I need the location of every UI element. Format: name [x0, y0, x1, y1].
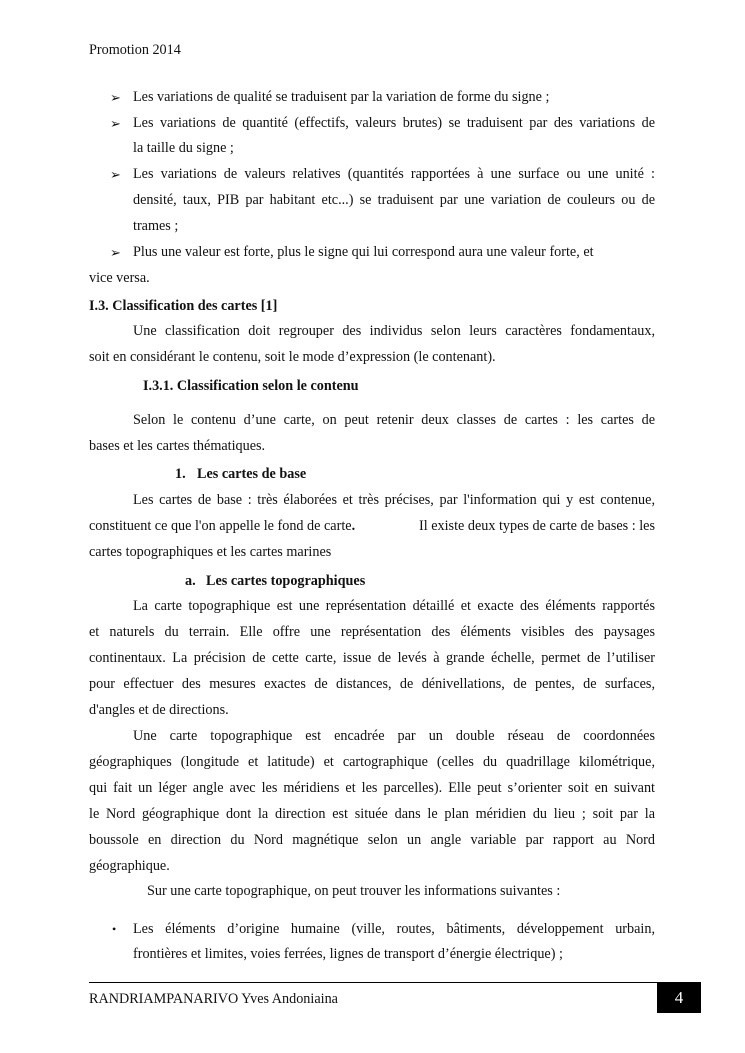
paragraph-line: La carte topographique est une représentation détaillé et exacte des éléments rapportés — [133, 598, 655, 614]
bold-period: . — [351, 518, 356, 534]
lettered-heading: Les cartes topographiques — [206, 573, 366, 589]
list-item-continuation: densité, taux, PIB par habitant etc...) se traduisent par une variation de couleurs ou de — [133, 192, 655, 208]
paragraph-line: Une classification doit regrouper des individus selon leurs caractères fondamentaux, — [133, 323, 655, 339]
page-number: 4 — [657, 983, 701, 1013]
paragraph-fragment: Il existe deux types de carte de bases : les — [419, 518, 655, 534]
page-header: Promotion 2014 — [89, 42, 181, 58]
numbered-heading-number: 1. — [175, 466, 186, 482]
footer-author: RANDRIAMPANARIVO Yves Andoniaina — [89, 991, 338, 1007]
list-item: Les variations de quantité (effectifs, valeurs brutes) se traduisent par des variations de — [133, 115, 655, 131]
list-item: Les variations de qualité se traduisent par la variation de forme du signe ; — [133, 89, 550, 105]
paragraph-line: d'angles et de directions. — [89, 702, 229, 718]
paragraph-line: boussole en direction du Nord magnétique selon un angle variable par rapport au Nord — [89, 832, 655, 848]
paragraph-line: Une carte topographique est encadrée par un double réseau de coordonnées — [133, 728, 655, 744]
paragraph-line: pour effectuer des mesures exactes de distances, de dénivellations, de pentes, de surfaces, — [89, 676, 655, 692]
footer-divider — [89, 982, 701, 983]
paragraph-line: Selon le contenu d’une carte, on peut retenir deux classes de cartes : les cartes de — [133, 412, 655, 428]
paragraph-line: Sur une carte topographique, on peut trouver les informations suivantes : — [147, 883, 561, 899]
list-item: Les variations de valeurs relatives (quantités rapportées à une surface ou une unité : — [133, 166, 655, 182]
arrow-bullet-icon: ➢ — [110, 116, 121, 131]
paragraph-line: soit en considérant le contenu, soit le mode d’expression (le contenant). — [89, 349, 496, 365]
numbered-heading: Les cartes de base — [197, 466, 307, 482]
list-item: Les éléments d’origine humaine (ville, routes, bâtiments, développement urbain, — [133, 921, 655, 937]
list-item-continuation: vice versa. — [89, 270, 150, 286]
list-item: Plus une valeur est forte, plus le signe qui lui correspond aura une valeur forte, et — [133, 244, 594, 260]
paragraph-line — [89, 518, 355, 535]
paragraph-line: géographiques (longitude et latitude) et cartographique (celles du quadrillage kilométrique, — [89, 754, 655, 770]
list-item-continuation: trames ; — [133, 218, 179, 234]
paragraph-line: Les cartes de base : très élaborées et très précises, par l'information qui y est contenue, — [133, 492, 655, 508]
paragraph-line: qui fait un léger angle avec les méridiens et les parcelles). Elle peut s’orienter soit en suivant — [89, 780, 655, 796]
arrow-bullet-icon: ➢ — [110, 90, 121, 105]
paragraph-line: bases et les cartes thématiques. — [89, 438, 266, 454]
paragraph-line: continentaux. La précision de cette carte, issue de levés à grande échelle, permet de l’utiliser — [89, 650, 655, 666]
list-item-continuation: frontières et limites, voies ferrées, lignes de transport d’énergie électrique) ; — [133, 946, 563, 962]
paragraph-fragment: constituent ce que l'on appelle le fond de carte — [89, 518, 352, 534]
bullet-icon: • — [112, 922, 117, 936]
subsection-heading: I.3.1. Classification selon le contenu — [143, 378, 359, 394]
section-heading: I.3. Classification des cartes [1] — [89, 298, 278, 314]
paragraph-line: le Nord géographique dont la direction est située dans le plan méridien du lieu ; soit par la — [89, 806, 655, 822]
list-item-continuation: la taille du signe ; — [133, 140, 234, 156]
paragraph-line: géographique. — [89, 858, 170, 874]
paragraph-line: et naturels du terrain. Elle offre une représentation des éléments visibles des paysages — [89, 624, 655, 640]
arrow-bullet-icon: ➢ — [110, 245, 121, 260]
arrow-bullet-icon: ➢ — [110, 167, 121, 182]
lettered-heading-letter: a. — [185, 573, 196, 589]
paragraph-line: cartes topographiques et les cartes marines — [89, 544, 332, 560]
